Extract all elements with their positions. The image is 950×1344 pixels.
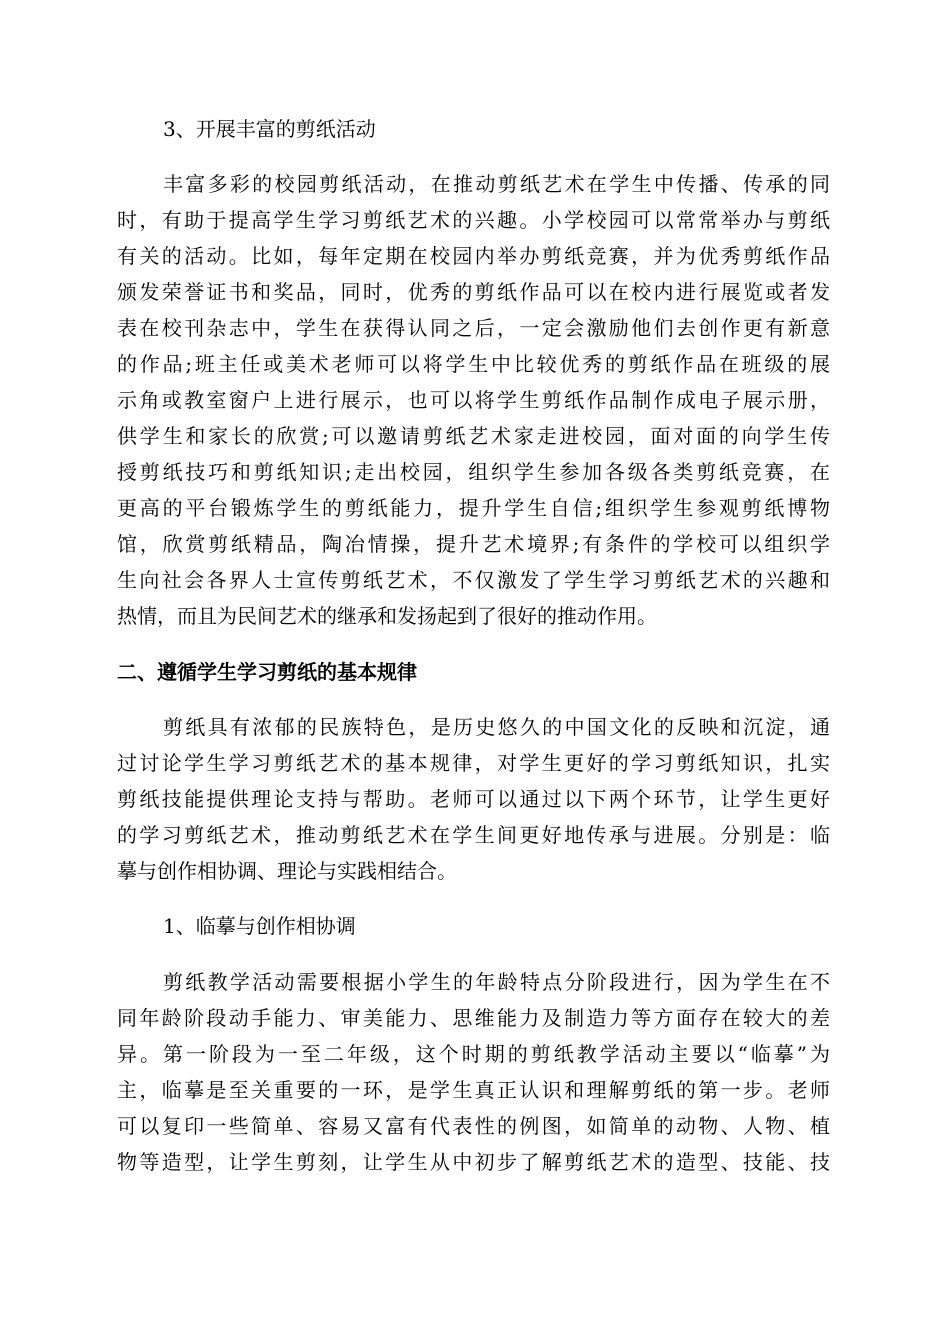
sub-1-heading: 1、临摹与创作相协调 <box>163 914 356 938</box>
paragraph-line: 时，有助于提高学生学习剪纸艺术的兴趣。小学校园可以常常举办与剪纸 <box>117 208 830 232</box>
paragraph-line: 过讨论学生学习剪纸艺术的基本规律，对学生更好的学习剪纸知识，扎实 <box>117 751 830 775</box>
paragraph-line: 供学生和家长的欣赏;可以邀请剪纸艺术家走进校园，面对面的向学生传 <box>117 424 830 448</box>
paragraph-line: 丰富多彩的校园剪纸活动，在推动剪纸艺术在学生中传播、传承的同 <box>163 172 830 196</box>
section-3-heading: 3、开展丰富的剪纸活动 <box>163 117 376 141</box>
paragraph-line: 物等造型，让学生剪刻，让学生从中初步了解剪纸艺术的造型、技能、技 <box>117 1150 830 1174</box>
paragraph-line: 剪纸教学活动需要根据小学生的年龄特点分阶段进行，因为学生在不 <box>163 970 830 994</box>
paragraph-line: 授剪纸技巧和剪纸知识;走出校园，组织学生参加各级各类剪纸竞赛，在 <box>117 460 830 484</box>
paragraph-line: 更高的平台锻炼学生的剪纸能力，提升学生自信;组织学生参观剪纸博物 <box>117 496 830 520</box>
paragraph-line: 表在校刊杂志中，学生在获得认同之后，一定会激励他们去创作更有新意 <box>117 316 830 340</box>
paragraph-line: 剪纸技能提供理论支持与帮助。老师可以通过以下两个环节，让学生更好 <box>117 787 830 811</box>
paragraph-line: 异。第一阶段为一至二年级，这个时期的剪纸教学活动主要以“临摹”为 <box>117 1042 830 1066</box>
paragraph-line: 摹与创作相协调、理论与实践相结合。 <box>117 859 457 883</box>
paragraph-line: 示角或教室窗户上进行展示，也可以将学生剪纸作品制作成电子展示册， <box>117 388 830 412</box>
paragraph-line: 主，临摹是至关重要的一环，是学生真正认识和理解剪纸的第一步。老师 <box>117 1078 830 1102</box>
paragraph-line: 有关的活动。比如，每年定期在校园内举办剪纸竞赛，并为优秀剪纸作品 <box>117 244 830 268</box>
paragraph-line: 生向社会各界人士宣传剪纸艺术，不仅激发了学生学习剪纸艺术的兴趣和 <box>117 568 830 592</box>
paragraph-line: 热情，而且为民间艺术的继承和发扬起到了很好的推动作用。 <box>117 604 657 628</box>
paragraph-line: 剪纸具有浓郁的民族特色，是历史悠久的中国文化的反映和沉淀，通 <box>163 715 830 739</box>
paragraph-line: 颁发荣誉证书和奖品，同时，优秀的剪纸作品可以在校内进行展览或者发 <box>117 280 830 304</box>
paragraph-line: 的学习剪纸艺术，推动剪纸艺术在学生间更好地传承与进展。分别是：临 <box>117 823 830 847</box>
paragraph-line: 的作品;班主任或美术老师可以将学生中比较优秀的剪纸作品在班级的展 <box>117 352 830 376</box>
paragraph-line: 馆，欣赏剪纸精品，陶冶情操，提升艺术境界;有条件的学校可以组织学 <box>117 532 830 556</box>
part-2-heading: 二、遵循学生学习剪纸的基本规律 <box>117 660 417 684</box>
paragraph-line: 可以复印一些简单、容易又富有代表性的例图，如简单的动物、人物、植 <box>117 1114 830 1138</box>
paragraph-line: 同年龄阶段动手能力、审美能力、思维能力及制造力等方面存在较大的差 <box>117 1006 830 1030</box>
